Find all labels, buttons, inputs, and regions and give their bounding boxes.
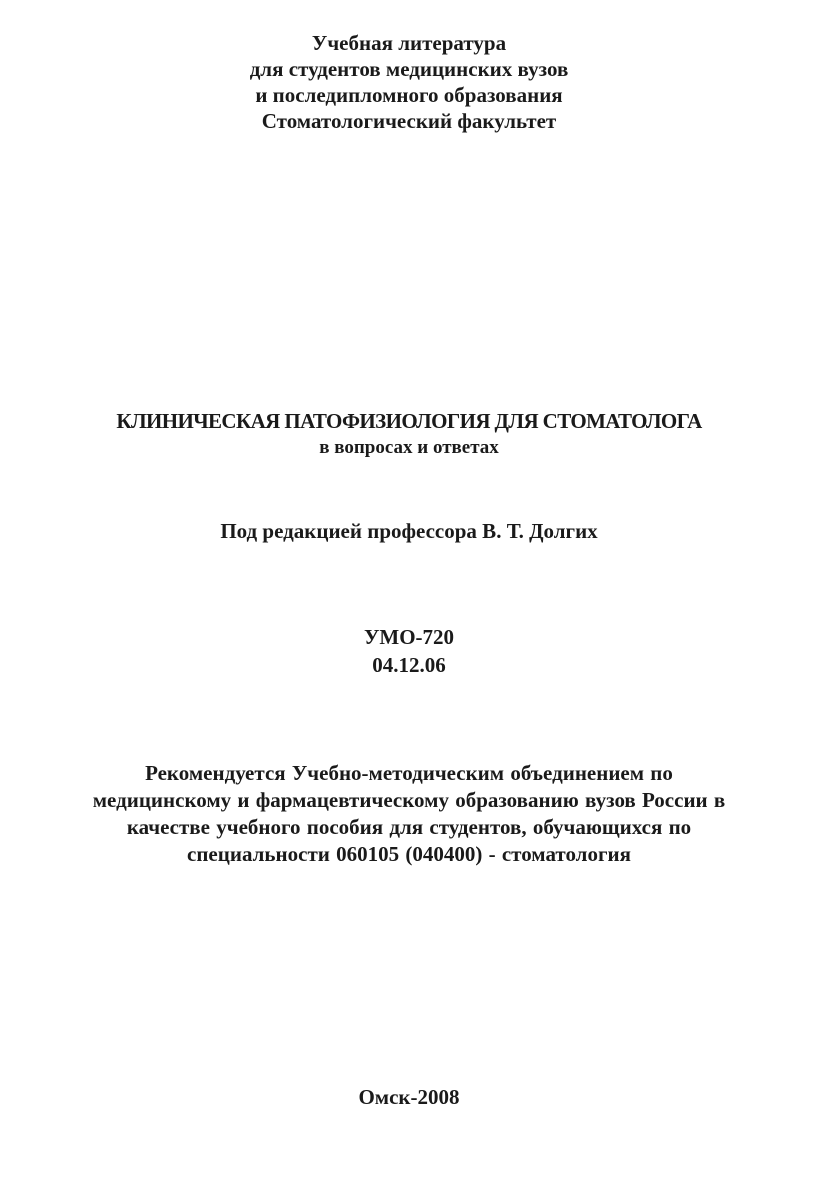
- editor-line: Под редакцией профессора В. Т. Долгих: [220, 519, 598, 543]
- umo-code: УМО-720: [363, 625, 455, 649]
- imprint-footer: [0, 1083, 818, 1111]
- book-title-block: [0, 407, 818, 461]
- place-year: Омск-2008: [358, 1085, 460, 1109]
- umo-date: 04.12.06: [372, 653, 446, 677]
- header-line: и последипломного образования: [255, 83, 563, 107]
- book-subtitle: в вопросах и ответах: [319, 437, 499, 458]
- umo-stamp: [0, 623, 818, 679]
- recommendation-text: [0, 760, 818, 868]
- recommendation-line: специальности 060105 (040400) - стоматология: [187, 842, 631, 866]
- book-title: КЛИНИЧЕСКАЯ ПАТОФИЗИОЛОГИЯ ДЛЯ СТОМАТОЛОГА: [116, 409, 702, 433]
- recommendation-line: качестве учебного пособия для студентов, обучающихся по: [126, 815, 692, 839]
- header-line: для студентов медицинских вузов: [249, 57, 569, 81]
- editor-credit: [0, 517, 818, 545]
- header-line: Учебная литература: [311, 31, 507, 55]
- header-line: Стоматологический факультет: [261, 109, 557, 133]
- recommendation-line: медицинскому и фармацевтическому образованию вузов России в: [92, 788, 726, 812]
- recommendation-line: Рекомендуется Учебно-методическим объединением по: [145, 761, 673, 785]
- publication-series-header: [0, 30, 818, 134]
